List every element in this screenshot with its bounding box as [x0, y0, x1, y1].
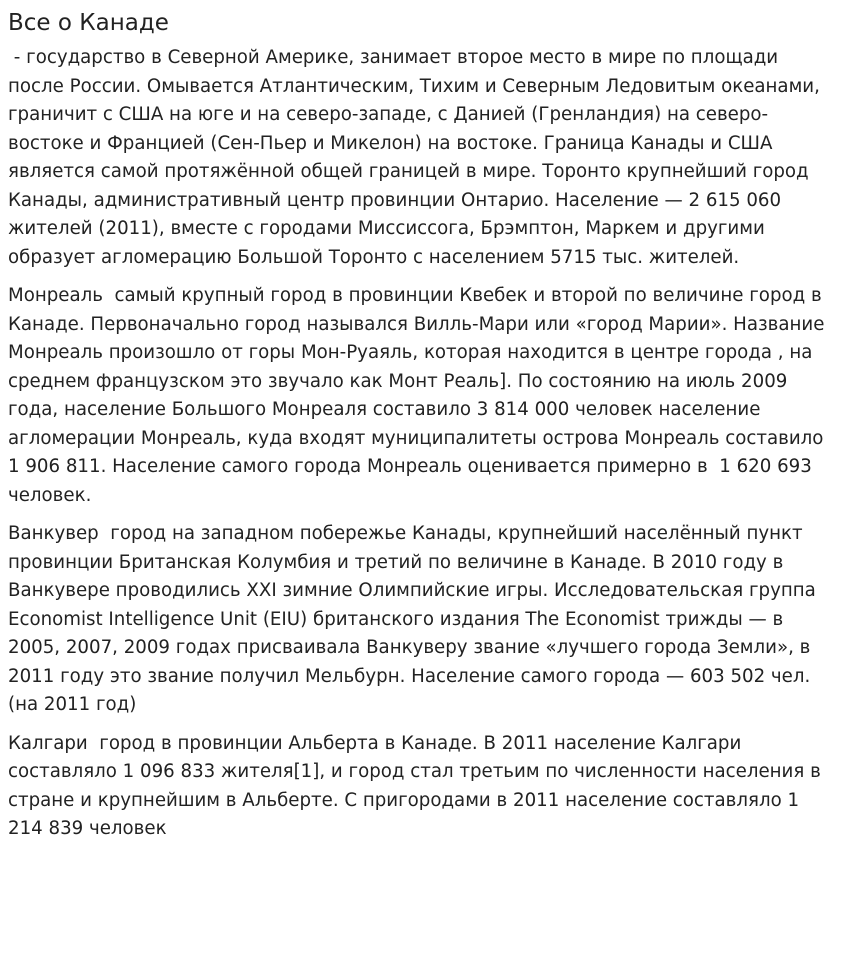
paragraph-calgary: Калгари город в провинции Альберта в Канаде. В 2011 население Калгари составляло 1 096 833 жителя[1], и город стал третьим по численности населения в стране и крупнейшим в Альберте. С пригородами в 2011 население составляло 1 214 839 человек — [8, 732, 827, 839]
page-title: Все о Канаде — [8, 10, 169, 36]
paragraph-vancouver: Ванкувер город на западном побережье Канады, крупнейший населённый пункт провинции Британская Колумбия и третий по величине в Канаде. В 2010 году в Ванкувере проводились XXI зимние Олимпийские игры. Исследовательская группа Economist Intelligence Unit (EIU) британского издания The Economist трижды — в 2005, 2007, 2009 годах присваивала Ванкуверу звание «лучшего города Земли», в 2011 году это звание получил Мельбурн. Население самого города — 603 502 чел. (на 2011 год) — [8, 523, 822, 715]
paragraph-canada-intro: - государство в Северной Америке, занимает второе место в мире по площади после России. Омывается Атлантическим, Тихим и Северным Ледовитым океанами, граничит с США на юге и на северо-западе, с Данией (Гренландия) на северо-востоке и Францией (Сен-Пьер и Микелон) на востоке. Граница Канады и США является самой протяжённой общей границей в мире. Торонто крупнейший город Канады, административный центр провинции Онтарио. Население — 2 615 060 жителей (2011), вместе с городами Миссиссога, Брэмптон, Маркем и другими образует агломерацию Большой Торонто с населением 5715 тыс. жителей. — [8, 47, 826, 268]
paragraph-montreal: Монреаль самый крупный город в провинции Квебек и второй по величине город в Канаде. Первоначально город назывался Вилль-Мари или «город Марии». Название Монреаль произошло от горы Мон-Руаяль, которая находится в центре города , на среднем французском это звучало как Монт Реаль]. По состоянию на июль 2009 года, население Большого Монреаля составило 3 814 000 человек население агломерации Монреаль, куда входят муниципалитеты острова Монреаль составило 1 906 811. Население самого города Монреаль оценивается примерно в 1 620 693 человек. — [8, 285, 831, 506]
